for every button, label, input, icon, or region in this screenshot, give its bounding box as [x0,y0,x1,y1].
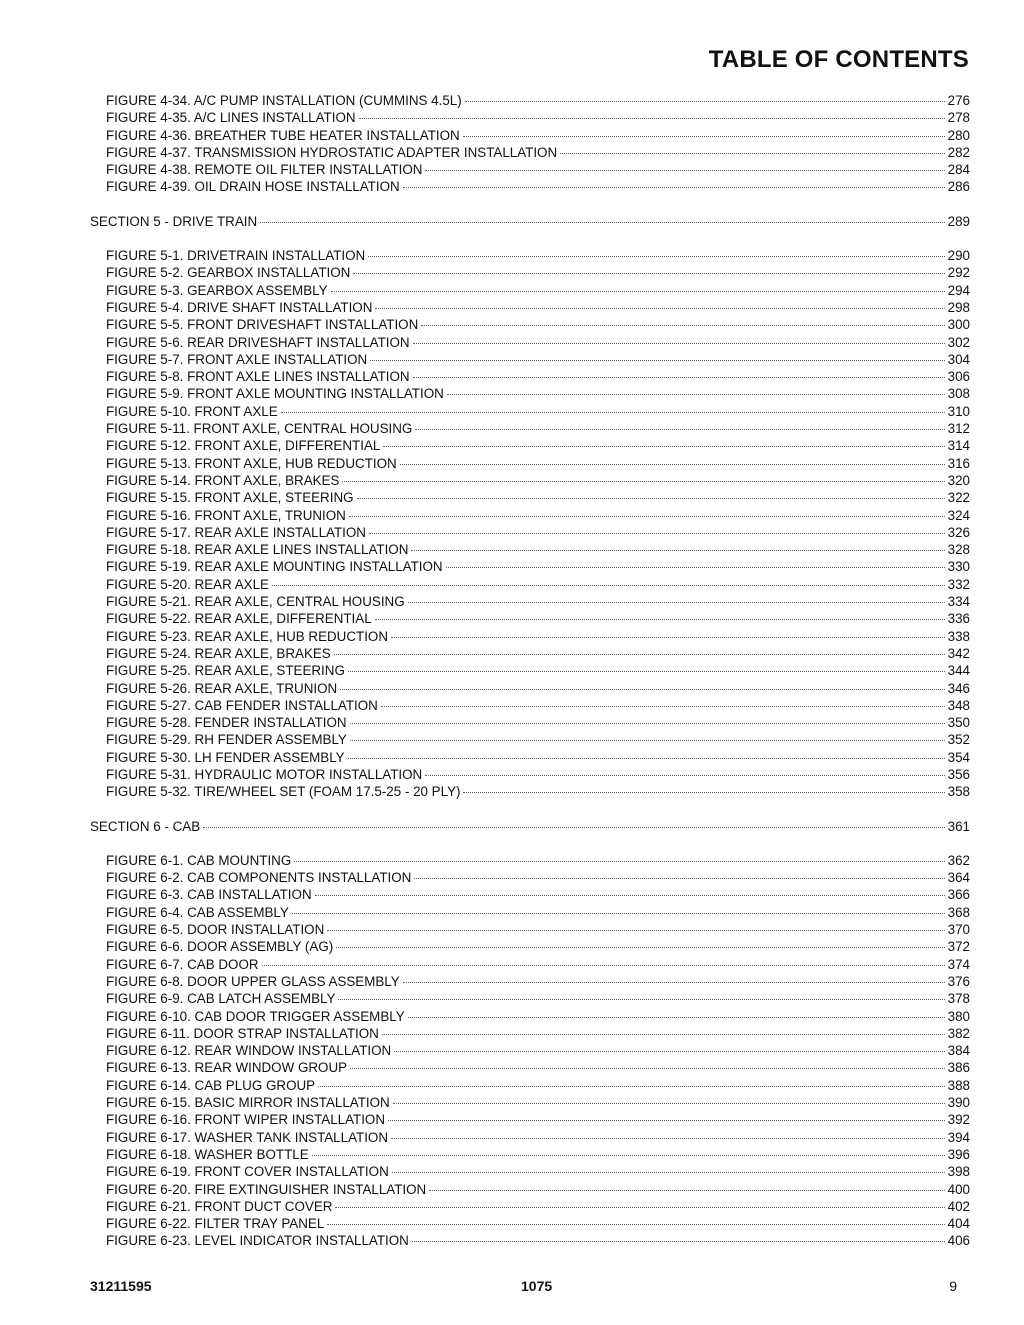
toc-figure-entry[interactable] [106,489,970,506]
toc-entry-page: 406 [947,1233,970,1249]
toc-entry-label: FIGURE 6-2. CAB COMPONENTS INSTALLATION [106,870,412,886]
dot-leader [348,758,945,759]
toc-entry-page: 392 [947,1112,970,1128]
toc-entry-page: 390 [947,1095,970,1111]
toc-entry-page: 326 [947,524,970,540]
toc-entry-page: 332 [947,576,970,592]
toc-entry-label: FIGURE 5-24. REAR AXLE, BRAKES [106,645,331,661]
dot-leader [357,498,945,499]
dot-leader [391,1138,945,1139]
toc-figure-entry[interactable] [106,628,970,645]
toc-entry-page: 322 [947,490,970,506]
toc-entry-page: 376 [947,973,970,989]
toc-figure-entry[interactable] [106,368,970,385]
toc-entry-page: 282 [947,144,970,160]
toc-entry-page: 346 [947,680,970,696]
toc-figure-entry[interactable] [106,524,970,541]
dot-leader [327,930,944,931]
dot-leader [262,965,945,966]
toc-entry-label: FIGURE 6-12. REAR WINDOW INSTALLATION [106,1043,392,1059]
toc-entry-label: FIGURE 5-3. GEARBOX ASSEMBLY [106,282,328,298]
toc-entry-label: FIGURE 5-21. REAR AXLE, CENTRAL HOUSING [106,594,405,610]
toc-entry-page: 276 [947,93,970,108]
toc-entry-page: 378 [947,991,970,1007]
toc-entry-page: 382 [947,1025,970,1041]
toc-figure-entry[interactable] [106,1008,970,1025]
toc-spacer [0,801,1024,818]
toc-section-entry[interactable] [90,213,970,230]
toc-figure-entry[interactable] [106,680,970,697]
toc-entry-label: FIGURE 6-14. CAB PLUG GROUP [106,1077,316,1093]
dot-leader [408,1017,945,1018]
toc-figure-entry[interactable] [106,990,970,1007]
dot-leader [403,982,945,983]
toc-entry-page: 292 [947,265,970,281]
toc-figure-entry[interactable] [106,316,970,333]
toc-entry-label: FIGURE 5-27. CAB FENDER INSTALLATION [106,697,378,713]
dot-leader [382,1034,945,1035]
toc-figure-entry[interactable] [106,178,970,195]
toc-figure-entry[interactable] [106,558,970,575]
toc-entry-label: FIGURE 6-17. WASHER TANK INSTALLATION [106,1129,388,1145]
dot-leader [463,136,945,137]
document-code: 1075 [521,1278,553,1294]
toc-figure-entry[interactable] [106,109,970,126]
toc-entry-label: FIGURE 6-10. CAB DOOR TRIGGER ASSEMBLY [106,1008,405,1024]
dot-leader [350,723,945,724]
toc-spacer [0,835,1024,852]
toc-entry-page: 400 [947,1181,970,1197]
dot-leader [368,256,944,257]
toc-figure-entry[interactable] [106,1129,970,1146]
dot-leader [411,550,944,551]
toc-figure-entry[interactable] [106,472,970,489]
dot-leader [412,1241,945,1242]
dot-leader [331,291,945,292]
dot-leader [281,412,945,413]
toc-figure-entry[interactable] [106,161,970,178]
toc-entry-label: FIGURE 5-32. TIRE/WHEEL SET (FOAM 17.5-25 - 20 PLY) [106,784,461,800]
dot-leader [392,1172,945,1173]
toc-figure-entry[interactable] [106,1181,970,1198]
toc-entry-page: 361 [947,818,970,834]
toc-figure-entry[interactable] [106,783,970,800]
toc-figure-entry[interactable] [106,1146,970,1163]
toc-entry-page: 402 [947,1198,970,1214]
toc-entry-label: FIGURE 4-35. A/C LINES INSTALLATION [106,110,356,126]
toc-figure-entry[interactable] [106,437,970,454]
toc-figure-entry[interactable] [106,766,970,783]
dot-leader [465,101,945,102]
dot-leader [335,1207,944,1208]
toc-entry-label: FIGURE 5-6. REAR DRIVESHAFT INSTALLATION [106,334,410,350]
toc-entry-label: FIGURE 5-30. LH FENDER ASSEMBLY [106,749,345,765]
toc-entry-page: 388 [947,1077,970,1093]
toc-figure-entry[interactable] [106,403,970,420]
toc-figure-entry[interactable] [106,731,970,748]
toc-entry-label: FIGURE 5-4. DRIVE SHAFT INSTALLATION [106,299,373,315]
toc-entry-label: FIGURE 5-17. REAR AXLE INSTALLATION [106,524,366,540]
toc-entry-label: FIGURE 6-6. DOOR ASSEMBLY (AG) [106,939,334,955]
dot-leader [425,775,944,776]
toc-figure-entry[interactable] [106,973,970,990]
toc-entry-page: 398 [947,1164,970,1180]
toc-entry-label: FIGURE 6-3. CAB INSTALLATION [106,887,312,903]
toc-entry-page: 312 [947,421,970,437]
toc-figure-entry[interactable] [106,299,970,316]
toc-figure-entry[interactable] [106,662,970,679]
dot-leader [318,1086,945,1087]
toc-entry-label: FIGURE 4-36. BREATHER TUBE HEATER INSTALLATION [106,127,460,143]
toc-figure-entry[interactable] [106,869,970,886]
toc-entry-page: 290 [947,248,970,264]
toc-entry-label: FIGURE 5-7. FRONT AXLE INSTALLATION [106,351,368,367]
toc-figure-entry[interactable] [106,334,970,351]
toc-entry-page: 404 [947,1216,970,1232]
toc-figure-entry[interactable] [106,1163,970,1180]
toc-figure-entry[interactable] [106,714,970,731]
dot-leader [340,689,944,690]
toc-figure-entry[interactable] [106,697,970,714]
toc-figure-entry[interactable] [106,1232,970,1249]
dot-leader [429,1190,944,1191]
dot-leader [349,516,945,517]
dot-leader [375,308,944,309]
toc-figure-entry[interactable] [106,593,970,610]
toc-entry-label: FIGURE 5-12. FRONT AXLE, DIFFERENTIAL [106,438,381,454]
toc-entry-page: 280 [947,127,970,143]
dot-leader [336,947,944,948]
page-title: TABLE OF CONTENTS [708,46,969,73]
toc-entry-page: 300 [947,317,970,333]
dot-leader [353,273,944,274]
toc-entry-page: 366 [947,887,970,903]
toc-entry-page: 286 [947,179,970,195]
toc-entry-page: 372 [947,939,970,955]
toc-entry-label: FIGURE 6-19. FRONT COVER INSTALLATION [106,1164,389,1180]
toc-entry-page: 348 [947,697,970,713]
toc-entry-label: FIGURE 5-22. REAR AXLE, DIFFERENTIAL [106,611,372,627]
toc-entry-label: FIGURE 5-19. REAR AXLE MOUNTING INSTALLATION [106,559,443,575]
dot-leader [393,1103,945,1104]
toc-figure-entry[interactable] [106,1198,970,1215]
toc-entry-page: 306 [947,369,970,385]
toc-entry-label: FIGURE 5-15. FRONT AXLE, STEERING [106,490,354,506]
dot-leader [342,481,944,482]
toc-figure-entry[interactable] [106,576,970,593]
dot-leader [403,187,945,188]
toc-figure-entry[interactable] [106,541,970,558]
toc-entry-label: FIGURE 6-20. FIRE EXTINGUISHER INSTALLATION [106,1181,427,1197]
toc-figure-entry[interactable] [106,385,970,402]
toc-entry-label: FIGURE 6-23. LEVEL INDICATOR INSTALLATION [106,1233,409,1249]
toc-entry-page: 362 [947,852,970,868]
toc-entry-page: 364 [947,870,970,886]
toc-entry-page: 289 [947,213,970,229]
toc-figure-entry[interactable] [106,127,970,144]
dot-leader [369,533,945,534]
toc-entry-label: FIGURE 5-13. FRONT AXLE, HUB REDUCTION [106,455,397,471]
dot-leader [312,1155,945,1156]
toc-figure-entry[interactable] [106,1215,970,1232]
toc-figure-entry[interactable] [106,1025,970,1042]
toc-entry-page: 278 [947,110,970,126]
dot-leader [414,878,944,879]
toc-entry-label: FIGURE 5-20. REAR AXLE [106,576,269,592]
dot-leader [359,118,945,119]
toc-entry-label: FIGURE 6-9. CAB LATCH ASSEMBLY [106,991,336,1007]
toc-entry-page: 284 [947,162,970,178]
toc-entry-label: FIGURE 5-23. REAR AXLE, HUB REDUCTION [106,628,389,644]
toc-entry-label: FIGURE 4-37. TRANSMISSION HYDROSTATIC ADAPTER INSTALLATION [106,144,558,160]
toc-entry-label: FIGURE 5-16. FRONT AXLE, TRUNION [106,507,346,523]
document-number: 31211595 [90,1278,152,1294]
toc-entry-label: FIGURE 6-16. FRONT WIPER INSTALLATION [106,1112,386,1128]
toc-figure-entry[interactable] [106,852,970,869]
toc-figure-entry[interactable] [106,247,970,264]
toc-entry-label: FIGURE 5-10. FRONT AXLE [106,403,278,419]
dot-leader [350,1068,945,1069]
toc-entry-label: FIGURE 6-18. WASHER BOTTLE [106,1146,309,1162]
dot-leader [381,706,945,707]
toc-figure-entry[interactable] [106,1094,970,1111]
toc-figure-entry[interactable] [106,455,970,472]
toc-figure-entry[interactable] [106,282,970,299]
toc-entry-page: 396 [947,1146,970,1162]
toc-entry-label: FIGURE 4-38. REMOTE OIL FILTER INSTALLATION [106,162,423,178]
toc-entry-page: 330 [947,559,970,575]
dot-leader [560,153,945,154]
toc-entry-label: FIGURE 6-5. DOOR INSTALLATION [106,922,325,938]
toc-spacer [0,230,1024,247]
toc-entry-page: 294 [947,282,970,298]
dot-leader [383,446,944,447]
toc-entry-page: 386 [947,1060,970,1076]
toc-entry-label: FIGURE 5-2. GEARBOX INSTALLATION [106,265,351,281]
toc-figure-entry[interactable] [106,610,970,627]
toc-figure-entry[interactable] [106,749,970,766]
toc-figure-entry[interactable] [106,420,970,437]
toc-entry-label: FIGURE 4-39. OIL DRAIN HOSE INSTALLATION [106,179,400,195]
toc-figure-entry[interactable] [106,921,970,938]
toc-entry-label: FIGURE 6-7. CAB DOOR [106,956,259,972]
dot-leader [292,913,945,914]
toc-entry-label: FIGURE 5-29. RH FENDER ASSEMBLY [106,732,347,748]
toc-entry-page: 302 [947,334,970,350]
toc-entry-page: 314 [947,438,970,454]
toc-figure-entry[interactable] [106,886,970,903]
toc-entry-page: 374 [947,956,970,972]
toc-entry-label: FIGURE 5-11. FRONT AXLE, CENTRAL HOUSING [106,421,413,437]
dot-leader [394,1051,944,1052]
toc-figure-entry[interactable] [106,1111,970,1128]
toc-figure-entry[interactable] [106,938,970,955]
toc-entry-page: 324 [947,507,970,523]
dot-leader [463,792,944,793]
dot-leader [350,740,945,741]
toc-entry-label: FIGURE 5-26. REAR AXLE, TRUNION [106,680,338,696]
toc-entry-page: 354 [947,749,970,765]
dot-leader [408,602,945,603]
dot-leader [400,464,945,465]
dot-leader [338,999,944,1000]
toc-entry-page: 350 [947,715,970,731]
toc-figure-entry[interactable] [106,1059,970,1076]
toc-entry-label: FIGURE 5-1. DRIVETRAIN INSTALLATION [106,248,366,264]
toc-figure-entry[interactable] [106,904,970,921]
toc-entry-page: 384 [947,1043,970,1059]
dot-leader [294,861,944,862]
toc-entry-label: FIGURE 6-11. DOOR STRAP INSTALLATION [106,1025,379,1041]
toc-entry-label: SECTION 5 - DRIVE TRAIN [90,213,258,229]
toc-figure-entry[interactable] [106,92,970,109]
toc-entry-page: 298 [947,299,970,315]
table-of-contents [0,92,1024,1250]
dot-leader [413,343,945,344]
dot-leader [415,429,944,430]
toc-entry-page: 394 [947,1129,970,1145]
dot-leader [388,1120,945,1121]
toc-entry-label: FIGURE 6-13. REAR WINDOW GROUP [106,1060,348,1076]
toc-entry-page: 370 [947,922,970,938]
toc-figure-entry[interactable] [106,956,970,973]
page-number: 9 [949,1278,957,1294]
toc-entry-page: 316 [947,455,970,471]
toc-entry-page: 342 [947,645,970,661]
toc-entry-label: SECTION 6 - CAB [90,818,201,834]
toc-entry-label: FIGURE 5-25. REAR AXLE, STEERING [106,663,345,679]
toc-entry-page: 356 [947,766,970,782]
toc-entry-page: 338 [947,628,970,644]
toc-entry-label: FIGURE 6-21. FRONT DUCT COVER [106,1198,333,1214]
dot-leader [447,394,945,395]
toc-entry-label: FIGURE 5-31. HYDRAULIC MOTOR INSTALLATION [106,766,423,782]
toc-section-entry[interactable] [90,818,970,835]
dot-leader [348,671,945,672]
toc-entry-label: FIGURE 5-18. REAR AXLE LINES INSTALLATION [106,542,409,558]
toc-entry-label: FIGURE 5-28. FENDER INSTALLATION [106,715,347,731]
dot-leader [272,585,945,586]
toc-entry-label: FIGURE 6-22. FILTER TRAY PANEL [106,1216,325,1232]
toc-figure-entry[interactable] [106,1077,970,1094]
dot-leader [425,170,944,171]
toc-figure-entry[interactable] [106,1042,970,1059]
toc-entry-page: 334 [947,594,970,610]
dot-leader [375,619,945,620]
toc-entry-page: 336 [947,611,970,627]
toc-entry-label: FIGURE 5-9. FRONT AXLE MOUNTING INSTALLATION [106,386,444,402]
toc-entry-page: 310 [947,403,970,419]
dot-leader [315,895,945,896]
toc-entry-page: 304 [947,351,970,367]
toc-entry-label: FIGURE 5-5. FRONT DRIVESHAFT INSTALLATION [106,317,419,333]
toc-entry-label: FIGURE 6-8. DOOR UPPER GLASS ASSEMBLY [106,973,400,989]
dot-leader [421,325,944,326]
toc-entry-label: FIGURE 5-8. FRONT AXLE LINES INSTALLATION [106,369,410,385]
toc-figure-entry[interactable] [106,507,970,524]
toc-figure-entry[interactable] [106,144,970,161]
toc-spacer [0,196,1024,213]
toc-entry-page: 368 [947,904,970,920]
dot-leader [203,827,945,828]
toc-entry-page: 308 [947,386,970,402]
dot-leader [327,1224,944,1225]
dot-leader [391,637,945,638]
toc-entry-label: FIGURE 5-14. FRONT AXLE, BRAKES [106,472,340,488]
toc-entry-page: 344 [947,663,970,679]
toc-entry-label: FIGURE 6-15. BASIC MIRROR INSTALLATION [106,1095,390,1111]
dot-leader [334,654,945,655]
toc-figure-entry[interactable] [106,351,970,368]
dot-leader [413,377,945,378]
dot-leader [446,567,945,568]
toc-entry-page: 328 [947,542,970,558]
toc-figure-entry[interactable] [106,645,970,662]
toc-entry-page: 352 [947,732,970,748]
toc-entry-label: FIGURE 6-4. CAB ASSEMBLY [106,904,289,920]
toc-entry-page: 358 [947,784,970,800]
dot-leader [260,222,944,223]
toc-entry-label: FIGURE 4-34. A/C PUMP INSTALLATION (CUMMINS 4.5L) [106,93,462,108]
toc-entry-label: FIGURE 6-1. CAB MOUNTING [106,852,292,868]
dot-leader [370,360,944,361]
toc-entry-page: 320 [947,472,970,488]
toc-figure-entry[interactable] [106,264,970,281]
toc-entry-page: 380 [947,1008,970,1024]
